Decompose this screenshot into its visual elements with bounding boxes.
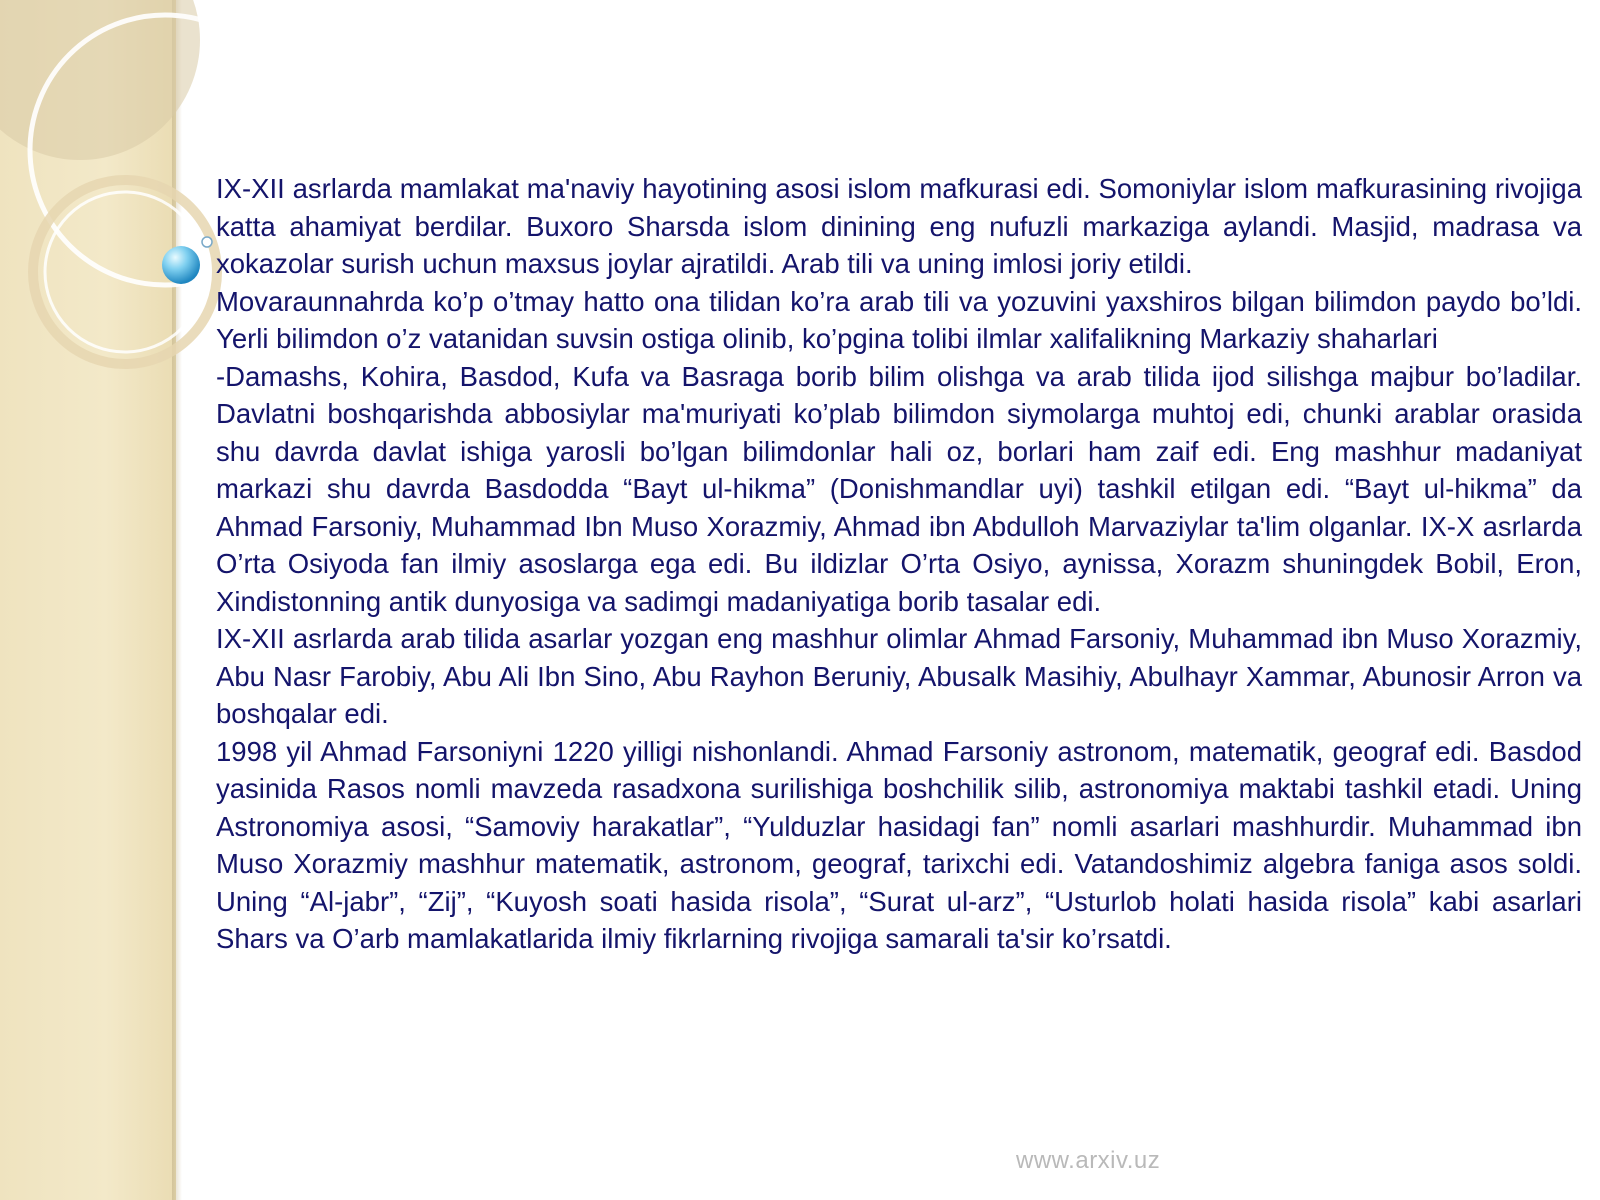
paragraph-1: IX-XII asrlarda mamlakat ma'naviy hayotining asosi islom mafkurasi edi. Somoniylar islom mafkurasining rivojiga katta ahamiyat berdilar. Buxoro Sharsda islom dinining eng nufuzli markaziga aylandi. Masjid, madrasa va xokazolar surish uchun maxsus joylar ajratildi. Arab tili va uning imlosi joriy etildi. [216, 173, 1582, 279]
site-watermark: www.arxiv.uz [1016, 1147, 1161, 1174]
paragraph-5: 1998 yil Ahmad Farsoniyni 1220 yilligi nishonlandi. Ahmad Farsoniy astronom, matematik, geograf edi. Basdod yasinida Rasos nomli mavzeda rasadxona surilishiga boshchilik silib, astronomiya maktabi tashkil etadi. Uning Astronomiya asosi, “Samoviy harakatlar”, “Yulduzlar hasidagi fan” nomli asarlari mashhurdir. Muhammad ibn Muso Xorazmiy mashhur matematik, astronom, geograf, tarixchi edi. Vatandoshimiz algebra faniga asos soldi. Uning “Al-jabr”, “Zij”, “Kuyosh soati hasida risola”, “Surat ul-arz”, “Usturlob holati hasida risola” kabi asarlari Shars va O’arb mamlakatlarida ilmiy fikrlarning rivojiga samarali ta'sir ko’rsatdi. [216, 735, 1582, 954]
main-text-block [216, 170, 1582, 958]
paragraph-4: IX-XII asrlarda arab tilida asarlar yozgan eng mashhur olimlar Ahmad Farsoniy, Muhammad ibn Muso Xorazmiy, Abu Nasr Farobiy, Abu Ali Ibn Sino, Abu Rayhon Beruniy, Abusalk Masihiy, Abulhayr Xammar, Abunosir Arron va boshqalar edi. [216, 623, 1582, 729]
small-ring-marker [202, 237, 212, 247]
paragraph-3: -Damashs, Kohira, Basdod, Kufa va Basraga borib bilim olishga va arab tilida ijod silishga majbur bo’ladilar. Davlatni boshqarishda abbosiylar ma'muriyati ko’plab bilimdon siymolarga muhtoj edi, chunki arablar orasida shu davrda davlat ishiga yarosli bo’lgan bilimdonlar hali oz, borlari ham zaif edi. Eng mashhur madaniyat markazi shu davrda Basdodda “Bayt ul-hikma” (Donishmandlar uyi) tashkil etilgan edi. “Bayt ul-hikma” da Ahmad Farsoniy, Muhammad Ibn Muso Xorazmiy, Ahmad ibn Abdulloh Marvaziylar ta'lim olganlar. IX-X asrlarda O’rta Osiyoda fan ilmiy asoslarga ega edi. Bu ildizlar O’rta Osiyo, aynissa, Xorazm shuningdek Bobil, Eron, Xindistonning antik dunyosiga va sadimgi madaniyatiga borib tasalar edi. [216, 360, 1582, 617]
paragraph-2: Movaraunnahrda ko’p o’tmay hatto ona tilidan ko’ra arab tili va yozuvini yaxshiros bilgan bilimdon paydo bo’ldi. Yerli bilimdon o’z vatanidan suvsin ostiga olinib, ko’pgina tolibi ilmlar xalifalikning Markaziy shaharlari [216, 285, 1582, 354]
blue-bullet-ball [162, 246, 200, 284]
